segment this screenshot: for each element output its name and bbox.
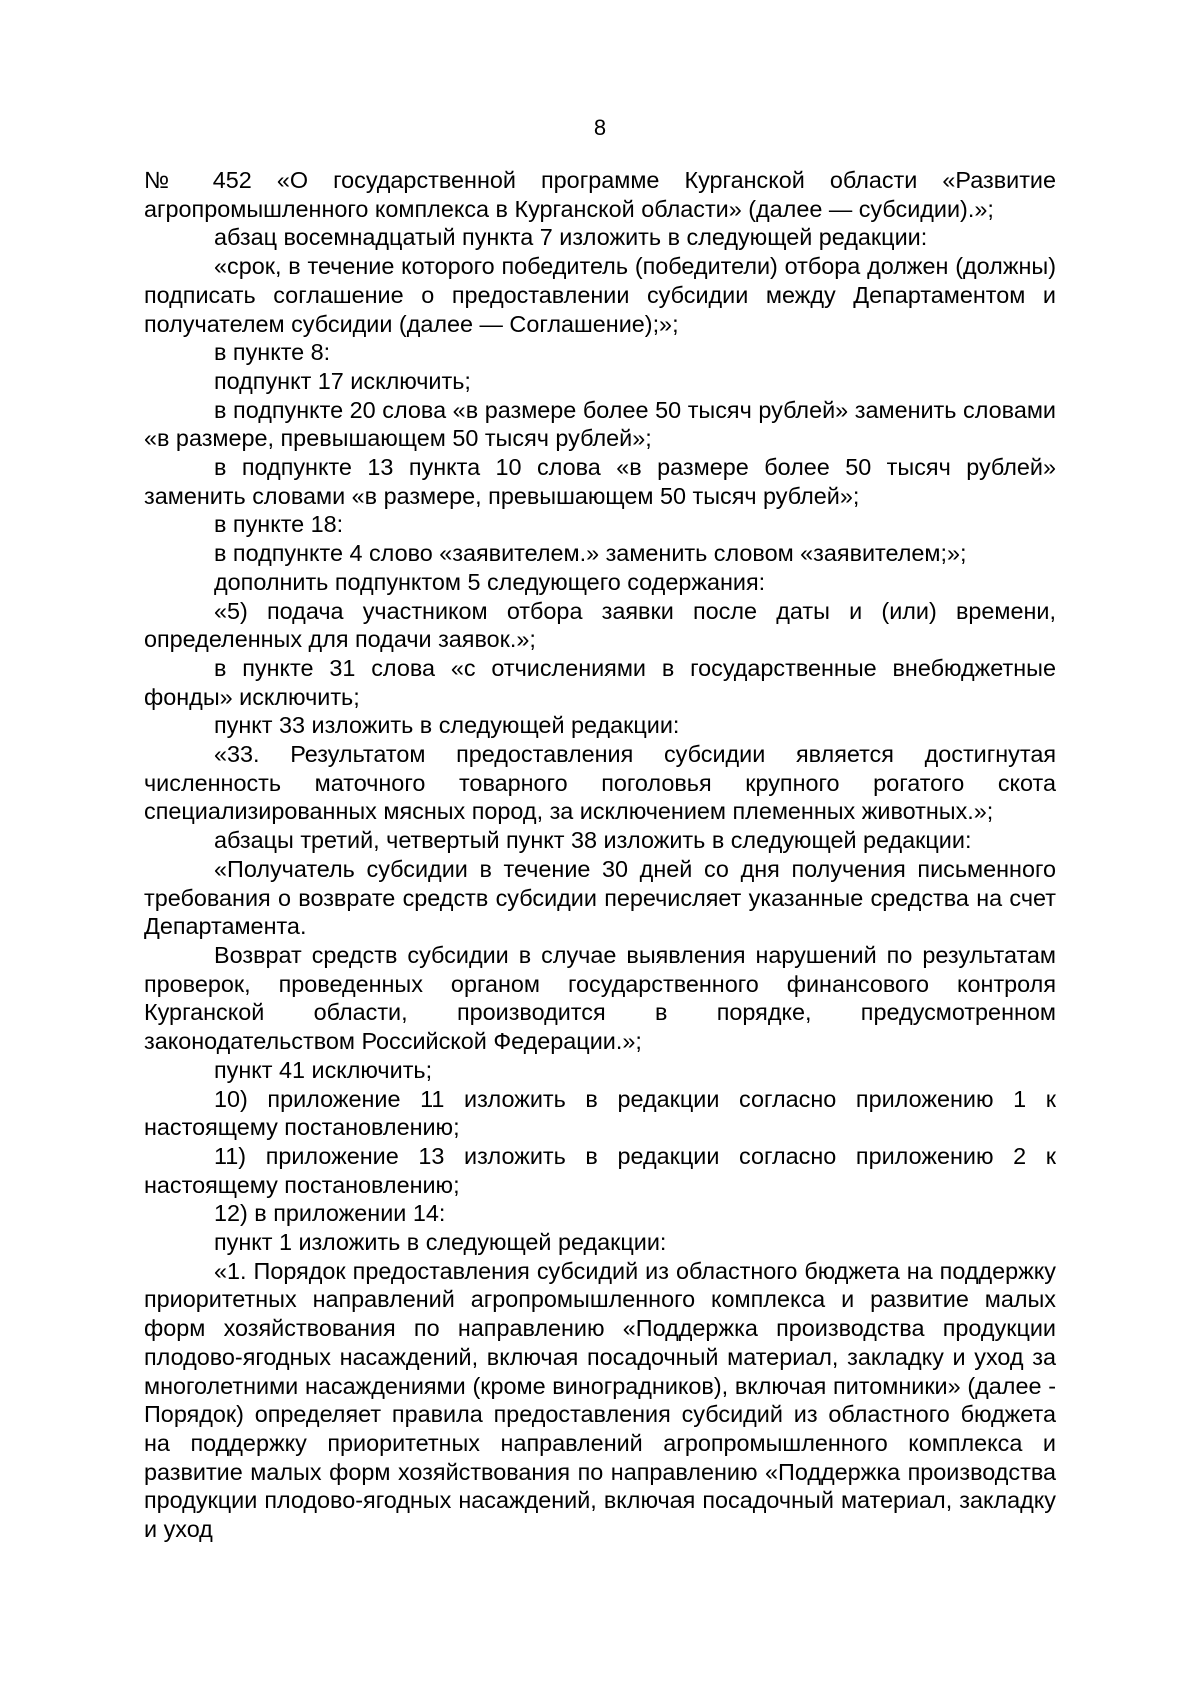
paragraph: в пункте 31 слова «с отчислениями в государственные внебюджетные фонды» исключить; bbox=[144, 654, 1056, 710]
paragraph: в подпункте 20 слова «в размере более 50 тысяч рублей» заменить словами «в размере, превышающем 50 тысяч рублей»; bbox=[144, 396, 1056, 452]
paragraph: 11) приложение 13 изложить в редакции согласно приложению 2 к настоящему постановлению; bbox=[144, 1142, 1056, 1198]
paragraph: 10) приложение 11 изложить в редакции согласно приложению 1 к настоящему постановлению; bbox=[144, 1085, 1056, 1141]
paragraph: в подпункте 4 слово «заявителем.» заменить словом «заявителем;»; bbox=[214, 540, 967, 567]
paragraph: дополнить подпунктом 5 следующего содержания: bbox=[214, 568, 766, 595]
paragraph: пункт 41 исключить; bbox=[214, 1056, 433, 1083]
paragraph: Возврат средств субсидии в случае выявления нарушений по результатам проверок, проведенных органом государственного финансового контроля Курганской области, производится в порядке, предусмотренном законодательством Российской Федерации.»; bbox=[144, 941, 1056, 1055]
paragraph: 12) в приложении 14: bbox=[214, 1200, 446, 1227]
paragraph: абзац восемнадцатый пункта 7 изложить в следующей редакции: bbox=[214, 224, 928, 251]
paragraph: пункт 33 изложить в следующей редакции: bbox=[214, 712, 680, 739]
paragraph: «1. Порядок предоставления субсидий из областного бюджета на поддержку приоритетных направлений агропромышленного комплекса и развитие малых форм хозяйствования по направлению «Поддержка производства продукции плодово-ягодных насаждений, включая посадочный материал, закладку и уход за многолетними насаждениями (кроме виноградников), включая питомники» (далее - Порядок) определяет правила предоставления субсидий из областного бюджета на поддержку приоритетных направлений агропромышленного комплекса и развитие малых форм хозяйствования по направлению «Поддержка производства продукции плодово-ягодных насаждений, включая посадочный материал, закладку и уход bbox=[144, 1257, 1056, 1543]
paragraph: «33. Результатом предоставления субсидии является достигнутая численность маточного товарного поголовья крупного рогатого скота специализированных мясных пород, за исключением племенных животных.»; bbox=[144, 741, 1056, 825]
paragraph: «срок, в течение которого победитель (победители) отбора должен (должны) подписать соглашение о предоставлении субсидии между Департаментом и получателем субсидии (далее — Соглашение);»; bbox=[144, 253, 1056, 337]
page-number: 8 bbox=[593, 115, 607, 140]
paragraph: подпункт 17 исключить; bbox=[214, 367, 471, 394]
document-body bbox=[144, 166, 1056, 1544]
paragraph: «Получатель субсидии в течение 30 дней со дня получения письменного требования о возврате средств субсидии перечисляет указанные средства на счет Департамента. bbox=[144, 855, 1056, 940]
paragraph: в пункте 8: bbox=[214, 339, 331, 366]
paragraph: абзацы третий, четвертый пункт 38 изложить в следующей редакции: bbox=[214, 827, 972, 854]
paragraph: № 452 «О государственной программе Курганской области «Развитие агропромышленного комплекса в Курганской области» (далее — субсидии).»; bbox=[144, 167, 1056, 222]
paragraph: в подпункте 13 пункта 10 слова «в размере более 50 тысяч рублей» заменить словами «в размере, превышающем 50 тысяч рублей»; bbox=[144, 454, 1056, 509]
paragraph: в пункте 18: bbox=[214, 511, 344, 538]
paragraph: пункт 1 изложить в следующей редакции: bbox=[214, 1229, 667, 1256]
paragraph: «5) подача участником отбора заявки после даты и (или) времени, определенных для подачи заявок.»; bbox=[144, 597, 1056, 653]
